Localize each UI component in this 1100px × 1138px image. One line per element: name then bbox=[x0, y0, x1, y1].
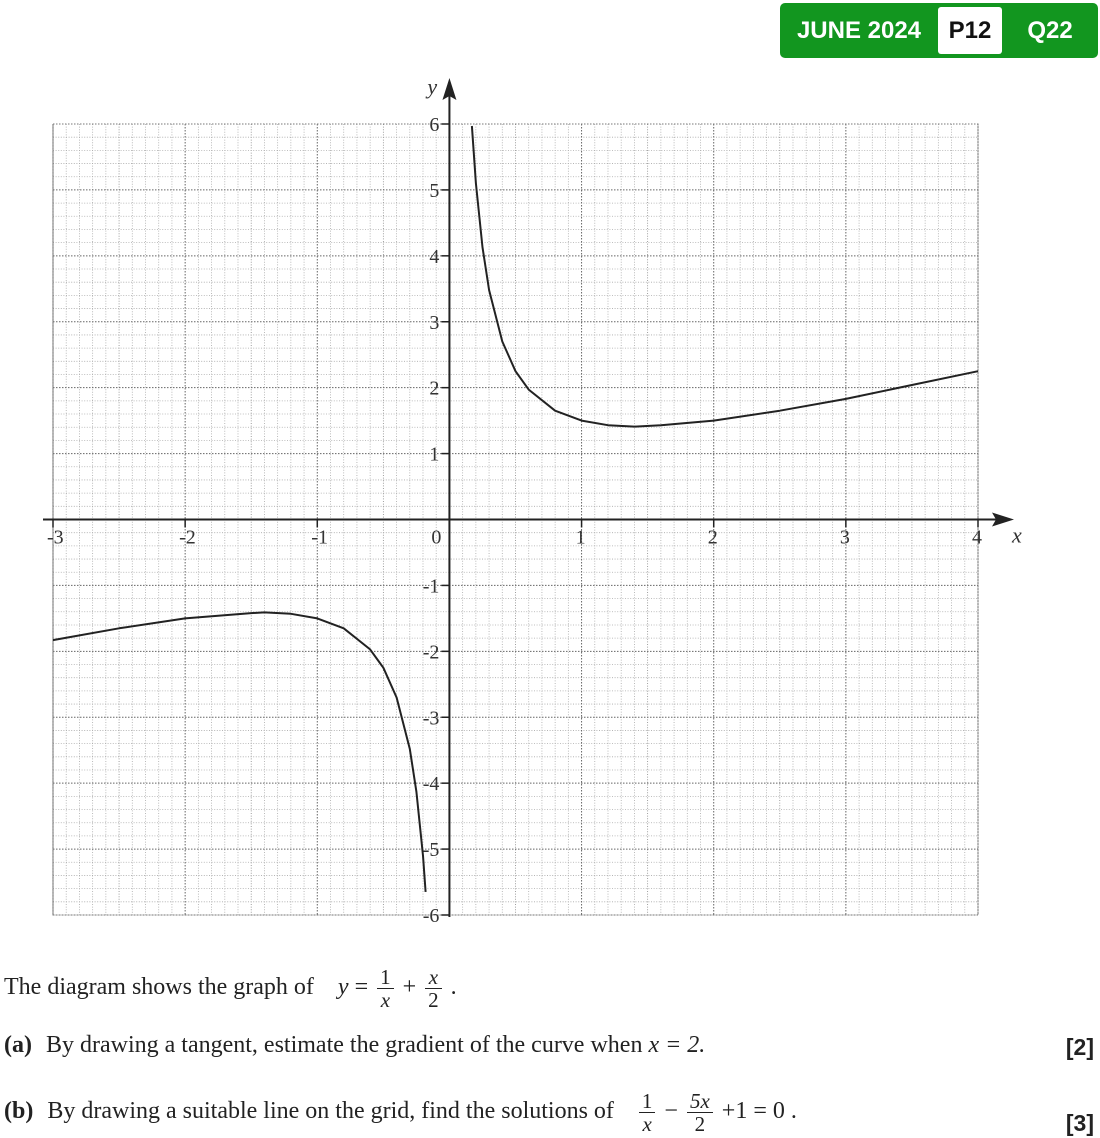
question-part-a bbox=[4, 1032, 705, 1059]
paper-label: P12 bbox=[938, 7, 1002, 54]
y-tick-label: 5 bbox=[429, 179, 440, 202]
function-graph bbox=[0, 60, 1100, 930]
question-label: Q22 bbox=[1027, 16, 1073, 44]
x-tick-label: -3 bbox=[47, 526, 64, 549]
part-a-marks: [2] bbox=[1065, 1034, 1094, 1060]
intro-text: The diagram shows the graph of bbox=[4, 974, 314, 1001]
x-tick-label: -1 bbox=[311, 526, 328, 549]
x-tick-label: -2 bbox=[179, 526, 196, 549]
question-part-b bbox=[4, 1090, 797, 1135]
part-b-marks: [3] bbox=[1065, 1110, 1094, 1136]
y-tick-label: 3 bbox=[429, 311, 440, 334]
exam-reference-badge bbox=[780, 3, 1098, 58]
curve-branch-negative bbox=[53, 612, 426, 892]
part-b-label: (b) bbox=[4, 1098, 34, 1125]
part-a-label: (a) bbox=[4, 1032, 32, 1058]
x-tick-label: 1 bbox=[575, 526, 586, 549]
x-axis-label: x bbox=[1012, 522, 1022, 548]
curve-branch-positive bbox=[472, 126, 978, 427]
part-b-equation: $\frac{1}{x}$ − $\frac{5x}{2}$ +1 = 0 . bbox=[636, 1098, 797, 1124]
part-a-math: x = 2. bbox=[648, 1032, 706, 1058]
y-tick-label: 1 bbox=[429, 443, 440, 466]
equation: y = $\frac{1}{x}$ + $\frac{x}{2}$ . bbox=[337, 965, 457, 1013]
y-tick-label: -5 bbox=[422, 839, 440, 862]
y-tick-label: -4 bbox=[422, 773, 440, 796]
x-tick-label: 0 bbox=[431, 526, 442, 549]
fraction-1-over-x: $\frac{1}{x}$ bbox=[377, 966, 394, 1011]
y-tick-label: -6 bbox=[422, 905, 440, 927]
part-b-text: By drawing a suitable line on the grid, find the solutions of bbox=[47, 1098, 614, 1125]
y-tick-label: 4 bbox=[429, 245, 440, 268]
fraction-x-over-2: $\frac{x}{2}$ bbox=[425, 966, 442, 1011]
x-tick-label: 2 bbox=[707, 526, 718, 549]
session-label: JUNE 2024 bbox=[796, 16, 922, 44]
x-tick-label: 3 bbox=[839, 526, 850, 549]
axes bbox=[43, 74, 1022, 917]
x-tick-label: 4 bbox=[972, 526, 982, 549]
y-tick-label: -1 bbox=[422, 575, 440, 598]
question-intro bbox=[4, 966, 457, 1011]
y-tick-label: -2 bbox=[422, 641, 440, 664]
y-tick-label: -3 bbox=[422, 707, 440, 730]
y-tick-label: 6 bbox=[429, 114, 440, 136]
y-axis-label: y bbox=[427, 74, 438, 99]
part-a-text: By drawing a tangent, estimate the gradient of the curve when bbox=[45, 1032, 643, 1058]
y-tick-label: 2 bbox=[429, 377, 440, 400]
